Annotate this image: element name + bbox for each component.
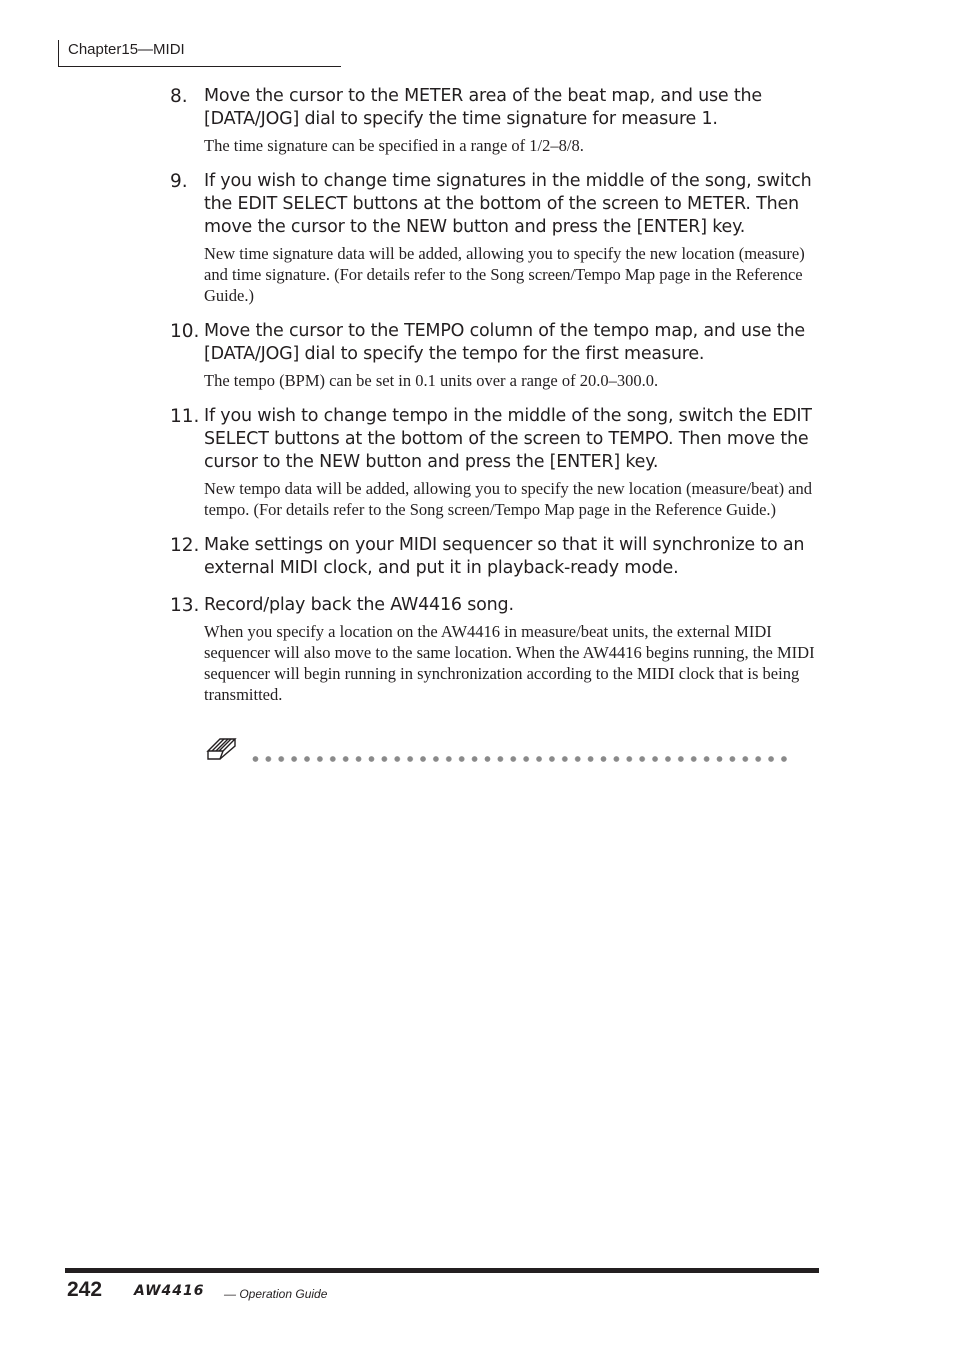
tip-separator: [205, 737, 795, 767]
step-text: Move the cursor to the TEMPO column of the tempo map, and use the [DATA/JOG] dial to specify the tempo for the first measure.: [204, 321, 805, 364]
step-number: 9.: [170, 171, 188, 192]
step-text: If you wish to change time signatures in the middle of the song, switch the EDIT SELECT buttons at the bottom of the screen to METER. Then move the cursor to the NEW button and press the [ENTER] key.: [204, 171, 812, 237]
step-list: [170, 85, 820, 719]
guide-title: — Operation Guide: [224, 1287, 328, 1301]
tip-pencil-icon: [205, 737, 239, 767]
step-number: 13.: [170, 595, 200, 616]
step-number: 8.: [170, 86, 188, 107]
step-text: Make settings on your MIDI sequencer so that it will synchronize to an external MIDI clock, and put it in playback-ready mode.: [204, 535, 805, 578]
step-text: If you wish to change tempo in the middle of the song, switch the EDIT SELECT buttons at the bottom of the screen to TEMPO. Then move the cursor to the NEW button and press the [ENTER] key.: [204, 406, 812, 472]
dotted-rule: [249, 756, 789, 762]
step-note: New tempo data will be added, allowing you to specify the new location (measure/beat) and tempo. (For details refer to the Song screen/Tempo Map page in the Reference Guide.): [204, 479, 813, 519]
step-number: 10.: [170, 321, 200, 342]
step-number: 11.: [170, 406, 200, 427]
step-item: [170, 85, 820, 156]
step-item: [170, 534, 820, 580]
step-item: [170, 405, 820, 520]
step-number: 12.: [170, 535, 200, 556]
chapter-title: Chapter15—MIDI: [68, 41, 185, 58]
step-note: When you specify a location on the AW4416 in measure/beat units, the external MIDI sequencer will also move to the same location. When the AW4416 begins running, the MIDI sequencer will begin running in synchronization according to the MIDI clock that is being transmitted.: [204, 622, 815, 704]
running-header: [58, 40, 341, 67]
page-number: 242: [67, 1278, 103, 1301]
step-item: [170, 170, 820, 306]
step-note: The time signature can be specified in a range of 1/2–8/8.: [204, 136, 584, 155]
step-item: [170, 320, 820, 391]
product-logo: AW4416: [134, 1283, 205, 1299]
step-text: Move the cursor to the METER area of the beat map, and use the [DATA/JOG] dial to specify the time signature for measure 1.: [204, 86, 762, 129]
footer-rule: [65, 1268, 819, 1273]
step-text: Record/play back the AW4416 song.: [204, 595, 514, 615]
step-note: New time signature data will be added, allowing you to specify the new location (measure) and time signature. (For details refer to the Song screen/Tempo Map page in the Reference Guide.): [204, 244, 805, 305]
step-item: [170, 594, 820, 705]
step-note: The tempo (BPM) can be set in 0.1 units over a range of 20.0–300.0.: [204, 371, 659, 390]
